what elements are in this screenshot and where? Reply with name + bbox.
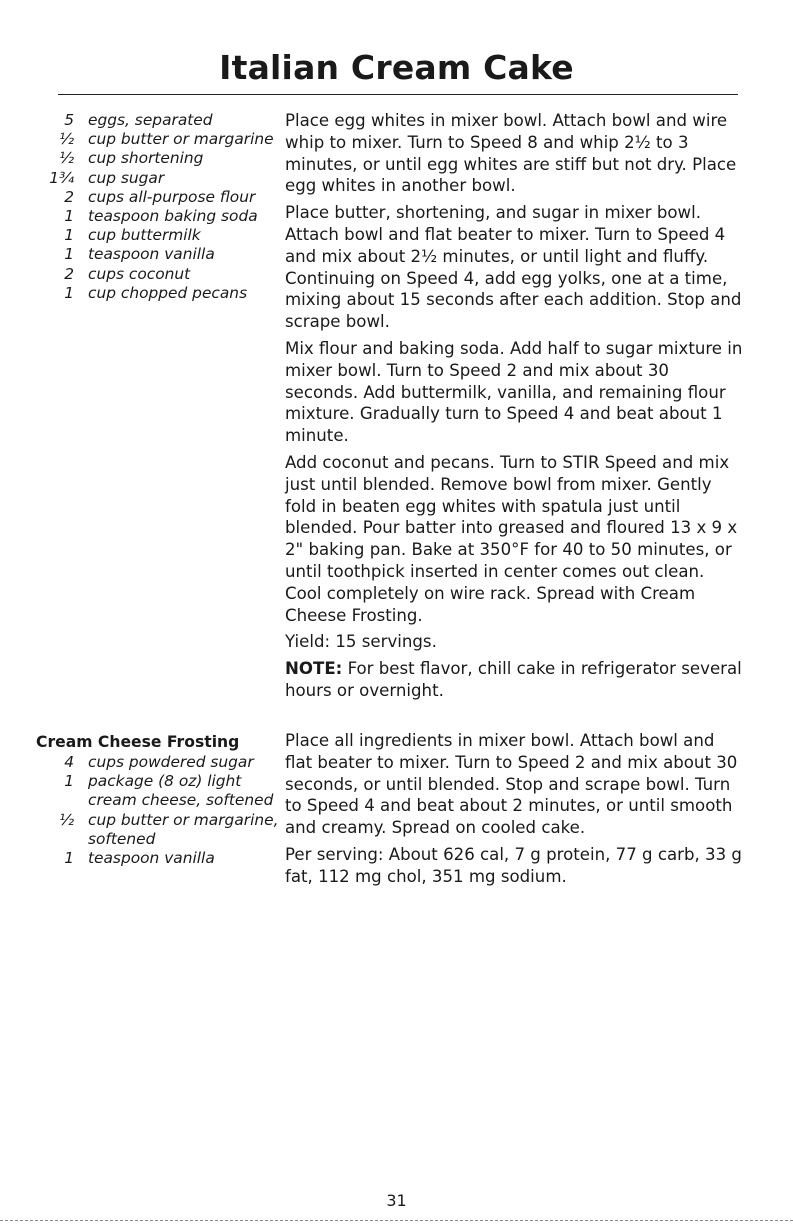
ingredient-qty: 5 <box>64 111 74 129</box>
instruction-paragraph: Place all ingredients in mixer bowl. Attach bowl and flat beater to mixer. Turn to Speed 2 and mix about 30 seconds, or until blended. Stop and scrape bowl. Turn to Speed 4 and beat about 2 minutes, or until smooth and creamy. Spread on cooled cake. <box>285 731 738 838</box>
ingredient-qty: ½ <box>59 130 74 149</box>
ingredient-item <box>40 130 280 149</box>
ingredient-item <box>40 226 280 245</box>
page-title: Italian Cream Cake <box>219 48 574 87</box>
ingredient-text: cups all-purpose flour <box>88 187 256 206</box>
ingredient-qty: 1¾ <box>49 168 74 187</box>
ingredient-qty: 1 <box>64 772 74 791</box>
cake-ingredient-list <box>40 111 280 303</box>
yield-text: Yield: 15 servings. <box>285 632 437 652</box>
ingredient-item <box>40 149 280 168</box>
cake-instructions <box>285 110 745 707</box>
frosting-heading: Cream Cheese Frosting <box>36 733 240 751</box>
note-text: For best flavor, chill cake in refrigerator several hours or overnight. <box>285 659 742 700</box>
ingredient-text: teaspoon baking soda <box>88 207 258 226</box>
ingredient-text: package (8 oz) light cream cheese, softened <box>88 772 274 810</box>
ingredient-item <box>40 772 280 810</box>
ingredient-item <box>40 169 280 188</box>
ingredient-text: cup shortening <box>88 149 204 168</box>
frosting-instructions <box>285 730 745 893</box>
ingredient-text: cups coconut <box>88 264 191 283</box>
instruction-paragraph: Mix flour and baking soda. Add half to sugar mixture in mixer bowl. Turn to Speed 2 and mix about 30 seconds. Add buttermilk, vanilla, and remaining flour mixture. Gradually turn to Speed 4 and beat about 1 minute. <box>285 338 743 446</box>
ingredient-text: cups powdered sugar <box>88 753 254 771</box>
ingredient-qty: 1 <box>64 207 74 226</box>
ingredient-item <box>40 284 280 303</box>
ingredient-qty: 1 <box>64 245 74 264</box>
ingredient-qty: 2 <box>64 264 74 283</box>
ingredient-item <box>40 188 280 207</box>
ingredient-qty: 1 <box>64 283 74 302</box>
ingredient-text: teaspoon vanilla <box>88 849 215 868</box>
note-label: NOTE: <box>285 659 343 679</box>
ingredient-text: cup buttermilk <box>88 226 201 245</box>
ingredient-qty: 4 <box>64 753 74 771</box>
ingredient-item <box>40 811 280 849</box>
ingredient-item <box>40 207 280 226</box>
ingredient-item <box>40 111 280 130</box>
ingredient-text: cup chopped pecans <box>88 283 248 302</box>
title-divider <box>58 94 738 95</box>
instruction-paragraph: Place egg whites in mixer bowl. Attach bowl and wire whip to mixer. Turn to Speed 8 and whip 2½ to 3 minutes, or until egg whites are stiff but not dry. Place egg whites in another bowl. <box>285 111 737 196</box>
ingredient-text: cup butter or margarine, softened <box>88 810 279 848</box>
ingredient-qty: ½ <box>59 810 74 829</box>
ingredient-qty: 2 <box>64 187 74 206</box>
nutrition-text: Per serving: About 626 cal, 7 g protein, 77 g carb, 33 g fat, 112 mg chol, 351 mg sodium. <box>285 844 742 886</box>
ingredient-qty: 1 <box>64 226 74 245</box>
ingredient-text: cup butter or margarine <box>88 130 274 149</box>
ingredient-item <box>40 245 280 264</box>
instruction-paragraph: Place butter, shortening, and sugar in mixer bowl. Attach bowl and flat beater to mixer. Turn to Speed 4 and mix about 2½ minutes, or until light and fluffy. Continuing on Speed 4, add egg yolks, one at a time, mixing about 15 seconds after each addition. Stop and scrape bowl. <box>285 203 742 332</box>
ingredient-qty: ½ <box>59 149 74 168</box>
footer-divider <box>0 1220 793 1221</box>
ingredient-text: eggs, separated <box>88 111 213 129</box>
ingredient-item <box>40 265 280 284</box>
note-paragraph <box>285 658 745 702</box>
ingredient-text: teaspoon vanilla <box>88 245 215 264</box>
page-number: 31 <box>386 1191 407 1210</box>
ingredient-item <box>40 753 280 772</box>
ingredient-qty: 1 <box>64 849 74 868</box>
ingredient-item <box>40 849 280 868</box>
ingredient-text: cup sugar <box>88 168 165 187</box>
frosting-ingredient-list <box>40 753 280 868</box>
instruction-paragraph: Add coconut and pecans. Turn to STIR Speed and mix just until blended. Remove bowl from mixer. Gently fold in beaten egg whites with spatula just until blended. Pour batter into greased and floured 13 x 9 x 2" baking pan. Bake at 350°F for 40 to 50 minutes, or until toothpick inserted in center comes out clean. Cool completely on wire rack. Spread with Cream Cheese Frosting. <box>285 452 738 625</box>
